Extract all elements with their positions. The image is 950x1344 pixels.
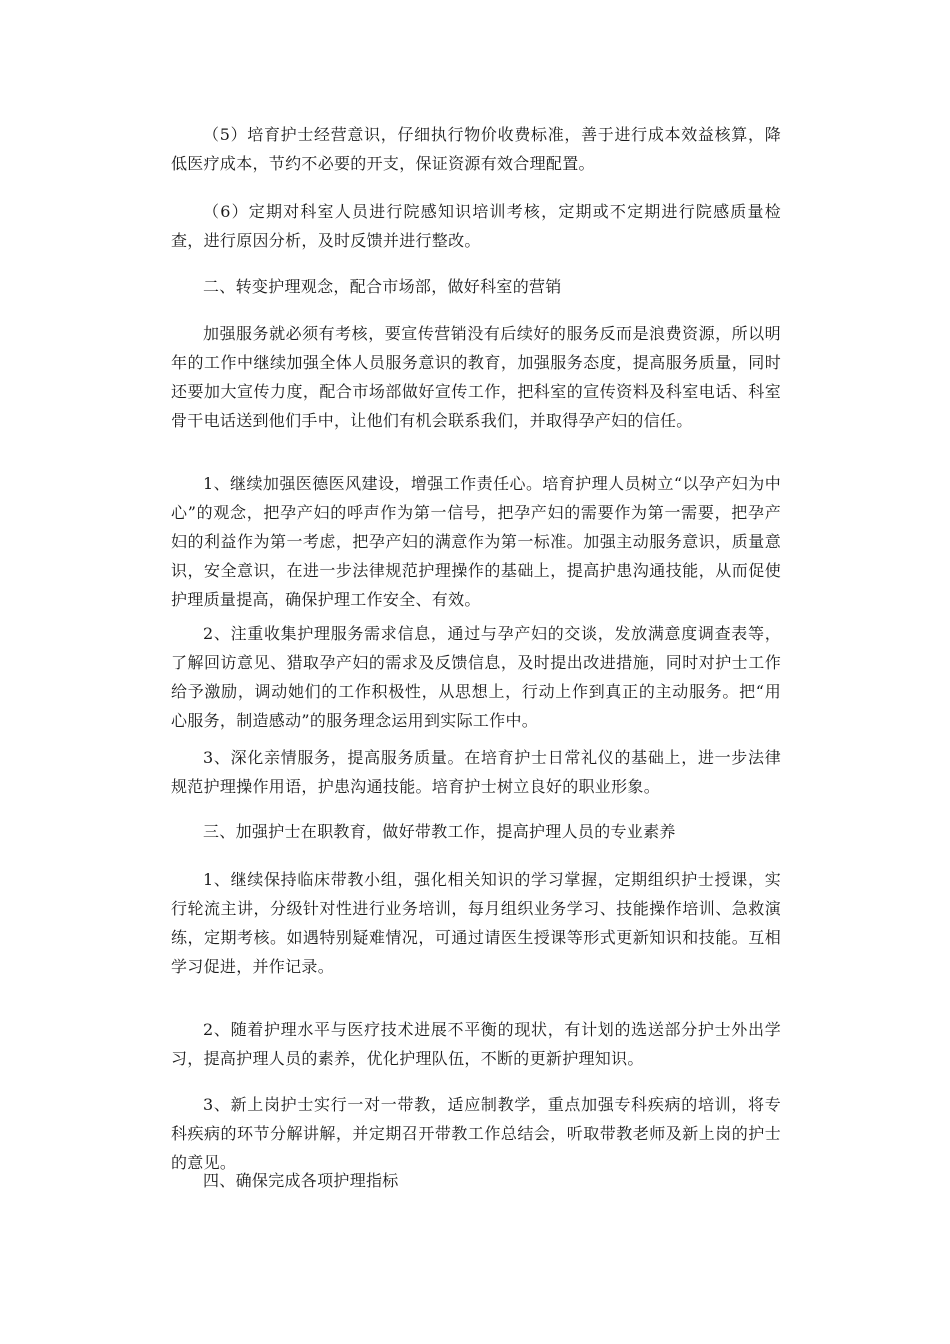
section-heading-3: 三、加强护士在职教育，做好带教工作，提高护理人员的专业素养 <box>203 822 676 841</box>
paragraph-section3-item-3: 3、新上岗护士实行一对一带教，适应制教学，重点加强专科疾病的培训，将专科疾病的环节分解讲解，并定期召开带教工作总结会，听取带教老师及新上岗的护士的意见。 <box>171 1095 781 1172</box>
paragraph-section2-item-1: 1、继续加强医德医风建设，增强工作责任心。培育护理人员树立“以孕产妇为中心”的观念，把孕产妇的呼声作为第一信号，把孕产妇的需要作为第一需要，把孕产妇的利益作为第一考虑，把孕产妇的满意作为第一标准。加强主动服务意识，质量意识，安全意识，在进一步法律规范护理操作的基础上，提高护患沟通技能，从而促使护理质量提高，确保护理工作安全、有效。 <box>171 474 781 609</box>
paragraph-section2-item-3: 3、深化亲情服务，提高服务质量。在培育护士日常礼仪的基础上，进一步法律规范护理操作用语，护患沟通技能。培育护士树立良好的职业形象。 <box>171 748 781 796</box>
paragraph-section3-item-2: 2、随着护理水平与医疗技术进展不平衡的现状，有计划的选送部分护士外出学习，提高护理人员的素养，优化护理队伍，不断的更新护理知识。 <box>171 1020 781 1068</box>
paragraph-section3-item-1: 1、继续保持临床带教小组，强化相关知识的学习掌握，定期组织护士授课，实行轮流主讲，分级针对性进行业务培训，每月组织业务学习、技能操作培训、急救演练，定期考核。如遇特别疑难情况，可通过请医生授课等形式更新知识和技能。互相学习促进，并作记录。 <box>171 870 781 976</box>
paragraph-item-6: （6）定期对科室人员进行院感知识培训考核，定期或不定期进行院感质量检查，进行原因分析，及时反馈并进行整改。 <box>171 202 781 250</box>
paragraph-marketing-intro: 加强服务就必须有考核，要宣传营销没有后续好的服务反而是浪费资源，所以明年的工作中继续加强全体人员服务意识的教育，加强服务态度，提高服务质量，同时还要加大宣传力度，配合市场部做好宣传工作，把科室的宣传资料及科室电话、科室骨干电话送到他们手中，让他们有机会联系我们，并取得孕产妇的信任。 <box>171 324 781 430</box>
section-heading-4: 四、确保完成各项护理指标 <box>203 1171 399 1190</box>
paragraph-section2-item-2: 2、注重收集护理服务需求信息，通过与孕产妇的交谈，发放满意度调查表等，了解回访意见、猎取孕产妇的需求及反馈信息，及时提出改进措施，同时对护士工作给予激励，调动她们的工作积极性，从思想上，行动上作到真正的主动服务。把“用心服务，制造感动”的服务理念运用到实际工作中。 <box>171 624 781 730</box>
section-heading-2: 二、转变护理观念，配合市场部，做好科室的营销 <box>203 277 562 296</box>
paragraph-item-5: （5）培育护士经营意识，仔细执行物价收费标准，善于进行成本效益核算，降低医疗成本，节约不必要的开支，保证资源有效合理配置。 <box>171 125 781 173</box>
